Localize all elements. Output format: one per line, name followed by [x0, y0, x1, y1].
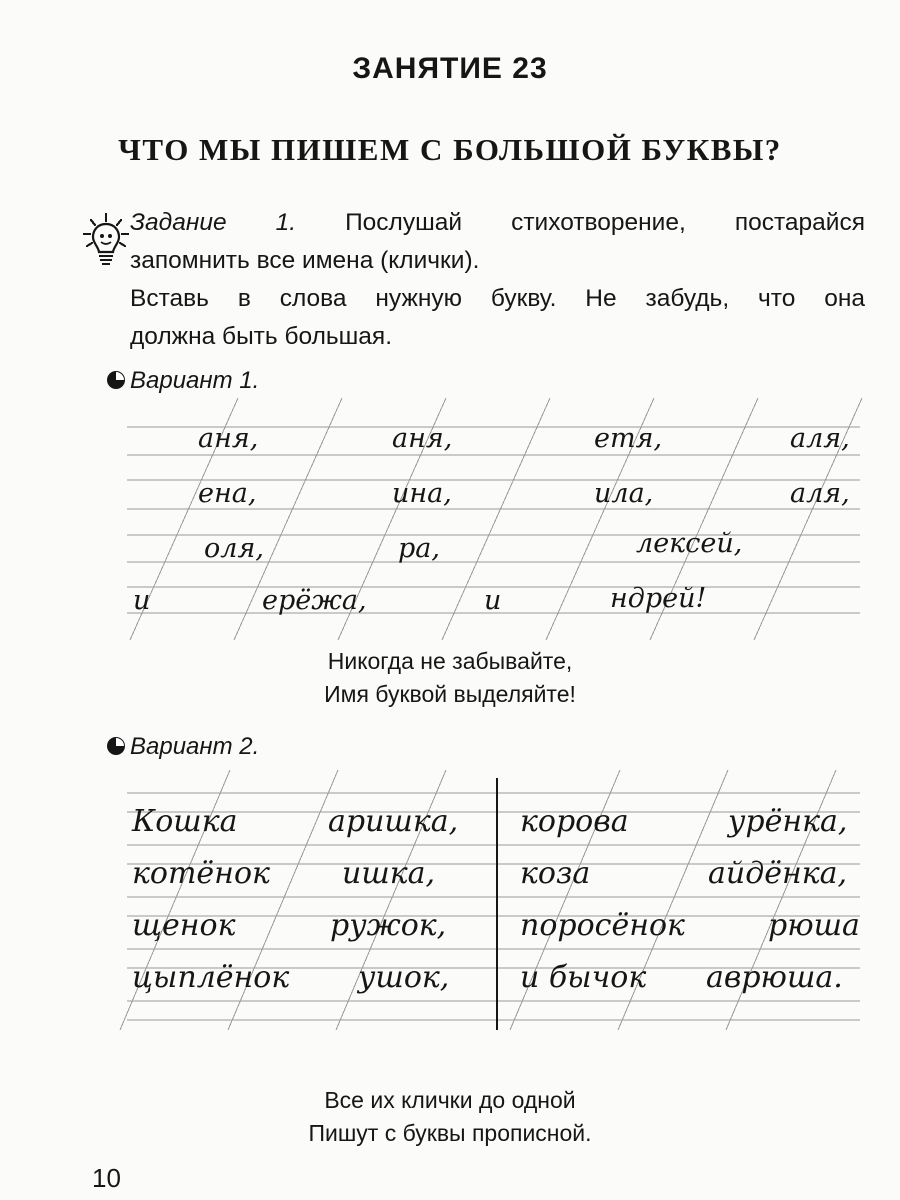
word: айдёнка, [708, 856, 848, 891]
word: аня, [392, 423, 453, 454]
task-line-1: Послушай стихотворение, постарайся [345, 209, 865, 236]
word: коза [520, 856, 591, 891]
word: и [484, 585, 502, 616]
word: котёнок [132, 856, 270, 891]
variant-1-text: Вариант 1. [130, 367, 260, 394]
word: ена, [198, 478, 257, 509]
word: корова [520, 804, 629, 839]
word: поросёнок [520, 908, 685, 943]
task-label: Задание 1. [130, 209, 297, 236]
word: цыплёнок [132, 960, 290, 995]
word: оля, [204, 533, 264, 564]
word: ина, [392, 478, 452, 509]
word: аврюша. [706, 960, 843, 995]
page-number: 10 [92, 1163, 121, 1193]
word: аришка, [328, 804, 459, 839]
word: ушок, [358, 960, 450, 995]
word: ружок, [330, 908, 447, 943]
word: ерёжа, [262, 585, 367, 616]
word: аня, [198, 423, 259, 454]
word: щенок [132, 908, 236, 943]
word: лексей, [636, 528, 743, 559]
word: ила, [594, 478, 654, 509]
word: урёнка, [728, 804, 848, 839]
word: ра, [398, 533, 440, 564]
task-line-3: Вставь в слова нужную букву. Не забудь, что она [130, 285, 865, 312]
word: етя, [594, 423, 663, 454]
word: рюша [768, 908, 860, 943]
word: и бычок [520, 960, 647, 995]
variant-2-text: Вариант 2. [130, 733, 260, 760]
rhyme-2 [0, 1084, 900, 1150]
word: ишка, [342, 856, 436, 891]
rhyme-1-line-2: Имя буквой выделяйте! [324, 681, 576, 707]
rhyme-2-line-1: Все их клички до одной [324, 1087, 576, 1113]
word: ндрей! [610, 583, 707, 614]
topic-title: ЧТО МЫ ПИШЕМ С БОЛЬШОЙ БУКВЫ? [118, 132, 782, 167]
word: Кошка [132, 804, 238, 839]
word: и [133, 585, 151, 616]
word: аля, [790, 423, 850, 454]
task-line-2: запомнить все имена (клички). [130, 247, 480, 274]
rhyme-1-line-1: Никогда не забывайте, [327, 648, 573, 674]
task-line-4: должна быть большая. [130, 323, 392, 350]
lesson-title: ЗАНЯТИЕ 23 [352, 52, 548, 85]
word: аля, [790, 478, 850, 509]
rhyme-2-line-2: Пишут с буквы прописной. [308, 1120, 592, 1146]
